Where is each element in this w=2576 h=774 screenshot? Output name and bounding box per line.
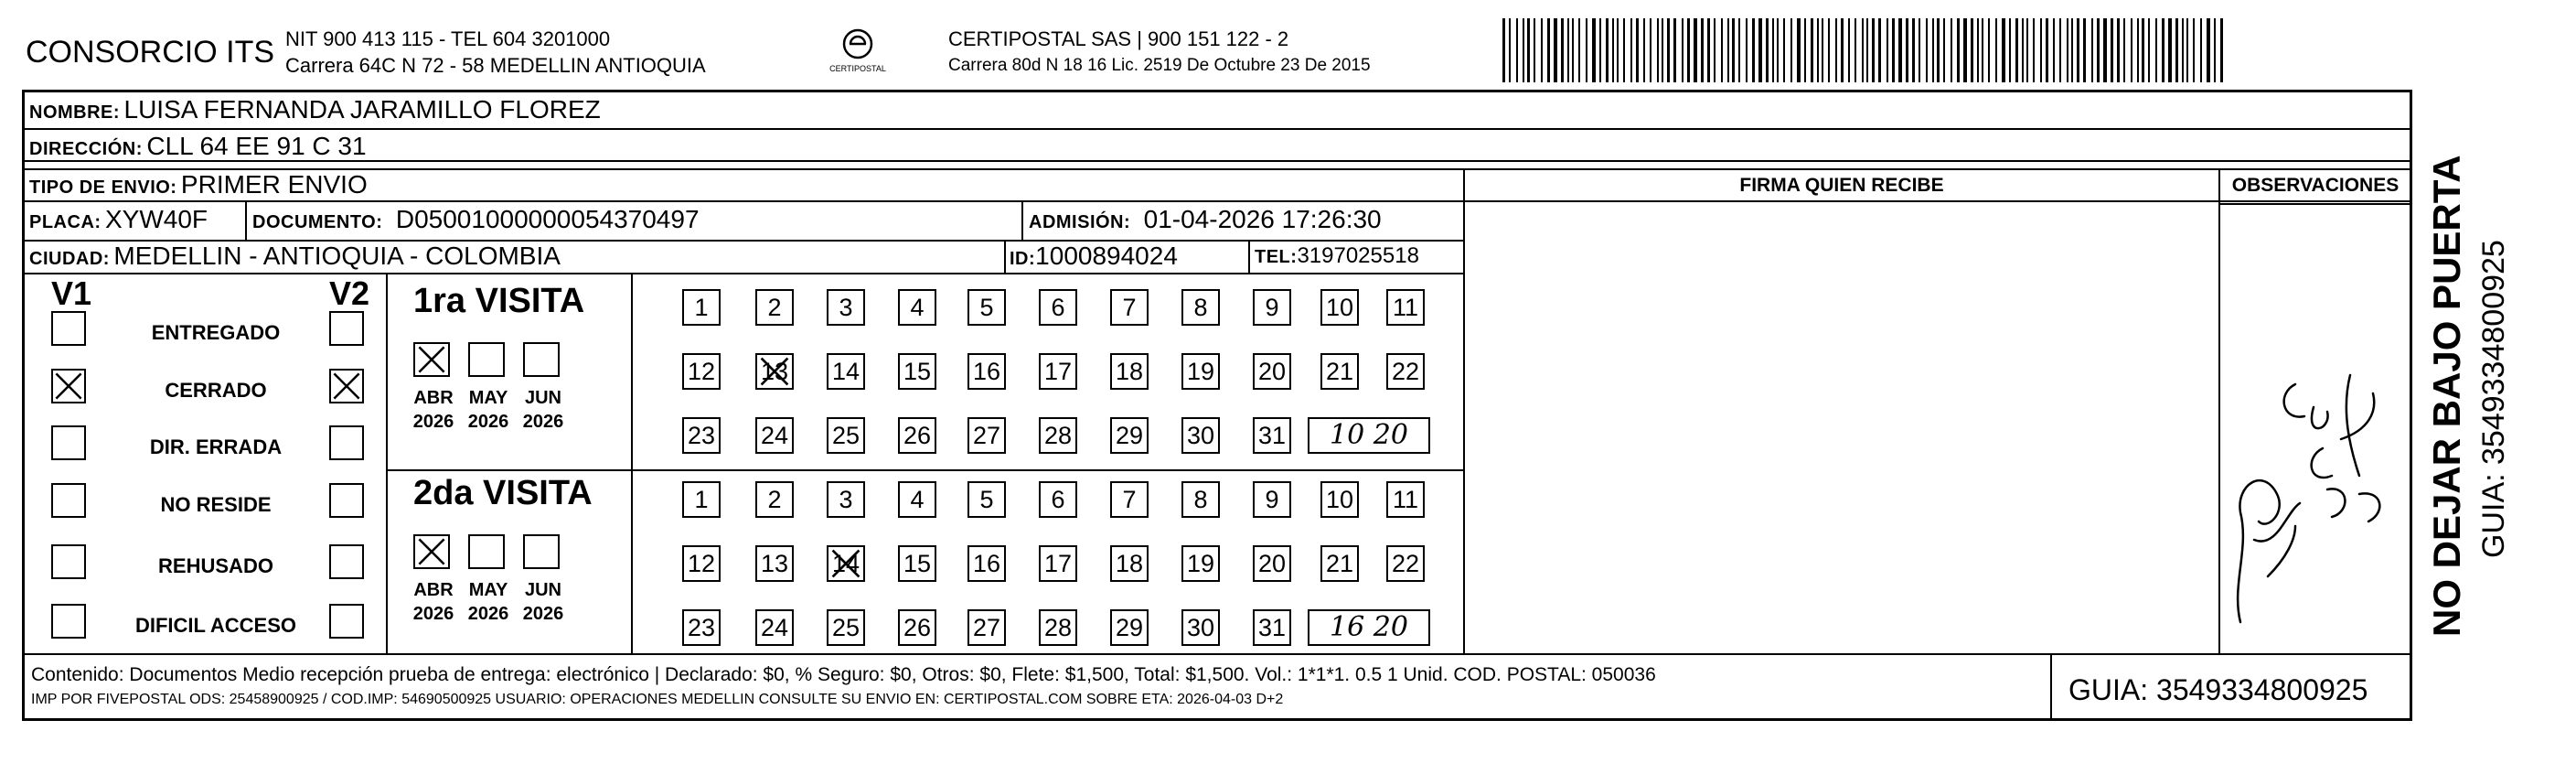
handwritten-signature <box>2213 329 2396 631</box>
handwritten-time: 16 20 <box>1308 609 1430 646</box>
barcode-bar <box>2207 18 2210 82</box>
placa-field <box>29 205 208 234</box>
day-box[interactable]: 24 <box>755 609 794 646</box>
documento-label: DOCUMENTO: <box>252 212 383 232</box>
barcode-bar <box>1828 18 1830 82</box>
ciudad-value: MEDELLIN - ANTIOQUIA - COLOMBIA <box>113 242 561 270</box>
barcode-bar <box>2162 18 2164 82</box>
carrier-info <box>948 26 1371 79</box>
barcode-bar <box>2200 18 2202 82</box>
direccion-row <box>29 132 367 161</box>
barcode-bar <box>1758 18 1762 82</box>
barcode-bar <box>1721 18 1723 82</box>
barcode-bar <box>1623 18 1625 82</box>
barcode-bar <box>1855 18 1856 82</box>
day-box[interactable]: 23 <box>682 609 721 646</box>
day-box[interactable]: 23 <box>682 417 721 454</box>
divider <box>22 168 2412 170</box>
day-box[interactable]: 5 <box>967 481 1006 518</box>
day-box[interactable]: 20 <box>1253 353 1291 390</box>
day-box[interactable]: 3 <box>827 481 865 518</box>
day-box[interactable]: 13 <box>755 545 794 582</box>
barcode-bar <box>1746 18 1748 82</box>
barcode-bar <box>2046 18 2048 82</box>
barcode-bar <box>1630 18 1632 82</box>
month-label <box>461 386 516 434</box>
barcode-bar <box>1822 18 1823 82</box>
month-label <box>516 386 571 434</box>
barcode-bar <box>1578 18 1580 82</box>
barcode-bar <box>1657 18 1659 82</box>
barcode-bar <box>1872 18 1875 82</box>
day-box[interactable]: 3 <box>827 289 865 326</box>
barcode-bar <box>1732 18 1735 82</box>
month-year: 2026 <box>467 604 509 624</box>
month-label <box>461 578 516 626</box>
day-box[interactable]: 26 <box>898 609 936 646</box>
barcode-bar <box>2033 18 2035 82</box>
divider <box>22 128 2412 130</box>
barcode-bar <box>1982 18 1983 82</box>
barcode-bar <box>1707 18 1710 82</box>
tipo-envio-label: TIPO DE ENVIO: <box>29 177 177 198</box>
day-box[interactable]: 14 <box>827 353 865 390</box>
barcode-bar <box>1701 18 1704 82</box>
barcode-bar <box>1687 18 1690 82</box>
barcode-bar <box>2168 18 2172 82</box>
status-label: DIR. ERRADA <box>149 435 283 458</box>
barcode-bar <box>2193 18 2195 82</box>
day-box[interactable]: 27 <box>967 417 1006 454</box>
barcode-bar <box>1586 18 1587 82</box>
certipostal-logo <box>826 26 890 81</box>
day-box[interactable]: 4 <box>898 481 936 518</box>
firma-header: FIRMA QUIEN RECIBE <box>1739 175 1944 196</box>
barcode-bar <box>1790 18 1792 82</box>
barcode-bar <box>2117 18 2120 82</box>
day-box[interactable]: 22 <box>1386 545 1425 582</box>
barcode-bar <box>1599 18 1601 82</box>
month-checkbox[interactable] <box>468 534 505 569</box>
barcode-bar <box>2103 18 2107 82</box>
v1-checkbox[interactable] <box>51 604 86 639</box>
month-checkbox[interactable] <box>523 534 560 569</box>
barcode-bar <box>1817 18 1819 82</box>
status-label: CERRADO <box>165 379 267 402</box>
barcode-bar <box>1547 18 1550 82</box>
documento-value: D05001000000054370497 <box>395 205 700 233</box>
barcode-bar <box>1738 18 1740 82</box>
barcode-bar <box>2040 18 2042 82</box>
tel-field <box>1255 243 1419 269</box>
day-box[interactable]: 10 <box>1320 289 1359 326</box>
month-name: MAY <box>468 580 508 600</box>
day-box[interactable]: 8 <box>1181 289 1220 326</box>
divider <box>2050 653 2052 721</box>
day-box[interactable]: 18 <box>1110 545 1149 582</box>
month-name: MAY <box>468 388 508 408</box>
barcode-bar <box>2053 18 2055 82</box>
v1-header: V1 <box>51 274 92 312</box>
barcode-bar <box>1636 18 1639 82</box>
barcode-bar <box>1662 18 1663 82</box>
day-box[interactable]: 31 <box>1253 417 1291 454</box>
nombre-value: LUISA FERNANDA JARAMILLO FLOREZ <box>123 95 601 124</box>
v1-checkbox[interactable] <box>51 483 86 518</box>
day-check-mark <box>757 355 792 388</box>
day-box[interactable]: 29 <box>1110 417 1149 454</box>
barcode-bar <box>1643 18 1645 82</box>
barcode-bar <box>1673 18 1676 82</box>
day-box[interactable]: 30 <box>1181 417 1220 454</box>
barcode-bar <box>1926 18 1928 82</box>
handwritten-time: 10 20 <box>1308 417 1430 454</box>
day-box[interactable]: 8 <box>1181 481 1220 518</box>
admision-field <box>1029 205 1382 234</box>
barcode-bar <box>1592 18 1596 82</box>
day-box[interactable]: 15 <box>898 545 936 582</box>
month-label <box>406 386 461 434</box>
guia-number: GUIA: 3549334800925 <box>2068 673 2368 706</box>
divider <box>22 653 2412 655</box>
day-box[interactable]: 25 <box>827 417 865 454</box>
barcode-bar <box>1943 18 1945 82</box>
status-label: DIFICIL ACCESO <box>134 614 296 637</box>
day-box[interactable]: 20 <box>1253 545 1291 582</box>
barcode-bar <box>1866 18 1868 82</box>
nombre-label: NOMBRE: <box>29 102 121 123</box>
barcode-bar <box>1797 18 1801 82</box>
barcode-bar <box>2148 18 2150 82</box>
day-box[interactable]: 31 <box>1253 609 1291 646</box>
ciudad-label: CIUDAD: <box>29 249 110 269</box>
day-box[interactable]: 16 <box>967 353 1006 390</box>
month-year: 2026 <box>522 604 564 624</box>
tel-value: 3197025518 <box>1297 243 1419 268</box>
divider <box>631 273 633 653</box>
tipo-envio-value: PRIMER ENVIO <box>180 170 368 199</box>
day-box[interactable]: 22 <box>1386 353 1425 390</box>
divider <box>2218 203 2412 205</box>
day-box[interactable]: 14 <box>827 545 865 582</box>
barcode-bar <box>1727 18 1729 82</box>
nombre-row <box>29 95 601 124</box>
day-box[interactable]: 4 <box>898 289 936 326</box>
day-box[interactable]: 7 <box>1110 481 1149 518</box>
v1-checkbox[interactable] <box>51 544 86 579</box>
barcode-bar <box>2002 18 2005 82</box>
v1-checkbox[interactable] <box>51 425 86 460</box>
month-year: 2026 <box>522 412 564 432</box>
divider <box>1004 240 1006 273</box>
day-box[interactable]: 11 <box>1386 481 1425 518</box>
barcode-bar <box>2059 18 2061 82</box>
barcode-bar <box>1667 18 1670 82</box>
divider <box>1248 240 1250 273</box>
barcode-bar <box>1977 18 1979 82</box>
barcode-bar <box>1878 18 1881 82</box>
barcode <box>1502 18 2230 82</box>
divider <box>1021 200 1023 240</box>
barcode-bar <box>1694 18 1697 82</box>
month-checkbox[interactable] <box>468 342 505 377</box>
day-box[interactable]: 24 <box>755 417 794 454</box>
svg-text:CERTIPOSTAL: CERTIPOSTAL <box>829 64 886 73</box>
month-name: ABR <box>413 580 454 600</box>
day-box[interactable]: 26 <box>898 417 936 454</box>
barcode-bar <box>1777 18 1779 82</box>
tipo-envio-row <box>29 170 368 199</box>
barcode-bar <box>2175 18 2178 82</box>
barcode-bar <box>2083 18 2086 82</box>
divider <box>22 200 2412 202</box>
barcode-bar <box>2131 18 2132 82</box>
month-label <box>406 578 461 626</box>
barcode-bar <box>1772 18 1774 82</box>
day-box[interactable]: 1 <box>682 481 721 518</box>
barcode-bar <box>1971 18 1973 82</box>
barcode-bar <box>1906 18 1908 82</box>
barcode-bar <box>1752 18 1755 82</box>
barcode-bar <box>1912 18 1915 82</box>
barcode-bar <box>1898 18 1902 82</box>
barcode-bar <box>1957 18 1960 82</box>
day-box[interactable]: 19 <box>1181 353 1220 390</box>
v1-checkbox[interactable] <box>51 311 86 346</box>
id-field <box>1010 242 1178 271</box>
barcode-bar <box>1567 18 1569 82</box>
barcode-bar <box>2111 18 2113 82</box>
barcode-bar <box>2137 18 2139 82</box>
month-year: 2026 <box>412 412 454 432</box>
status-label: ENTREGADO <box>151 321 281 344</box>
month-label <box>516 578 571 626</box>
barcode-bar <box>1937 18 1940 82</box>
direccion-label: DIRECCIÓN: <box>29 139 143 159</box>
barcode-bar <box>1516 18 1518 82</box>
day-box[interactable]: 6 <box>1039 481 1077 518</box>
placa-label: PLACA: <box>29 212 102 232</box>
day-box[interactable]: 2 <box>755 481 794 518</box>
barcode-bar <box>2186 18 2188 82</box>
barcode-bar <box>1835 18 1837 82</box>
day-box[interactable]: 17 <box>1039 353 1077 390</box>
barcode-bar <box>1988 18 1990 82</box>
company-info <box>285 26 706 79</box>
tel-label: TEL: <box>1255 247 1298 267</box>
barcode-bar <box>1963 18 1967 82</box>
barcode-bar <box>2022 18 2024 82</box>
barcode-bar <box>2009 18 2011 82</box>
carrier-line-1: CERTIPOSTAL SAS | 900 151 122 - 2 <box>948 27 1289 50</box>
barcode-bar <box>1541 18 1543 82</box>
day-box[interactable]: 21 <box>1320 545 1359 582</box>
day-box[interactable]: 7 <box>1110 289 1149 326</box>
barcode-bar <box>2026 18 2028 82</box>
month-checkbox[interactable] <box>413 342 450 377</box>
address-line: Carrera 64C N 72 - 58 MEDELLIN ANTIOQUIA <box>285 54 706 77</box>
barcode-bar <box>2142 18 2144 82</box>
imp-line: IMP POR FIVEPOSTAL ODS: 25458900925 / COD.IMP: 54690500925 USUARIO: OPERACIONES MEDELLIN CONSULTE SU ENVIO EN: CERTIPOSTAL.COM SOBRE ETA: 2026-04-03 D+2 <box>31 692 1284 707</box>
barcode-bar <box>2123 18 2125 82</box>
company-name: CONSORCIO ITS <box>26 35 275 70</box>
contenido-line: Contenido: Documentos Medio recepción prueba de entrega: electrónico | Declarado: $0, % Seguro: $0, Otros: $0, Flete: $1,500, Total: $1,500. Vol.: 1*1*1. 0.5 1 Unid. COD. POSTAL: 050036 <box>31 664 1656 685</box>
carrier-line-2: Carrera 80d N 18 16 Lic. 2519 De Octubre 23 De 2015 <box>948 56 1371 75</box>
barcode-bar <box>1612 18 1614 82</box>
month-checkbox[interactable] <box>523 342 560 377</box>
barcode-bar <box>1650 18 1651 82</box>
barcode-bar <box>1862 18 1864 82</box>
barcode-bar <box>1572 18 1574 82</box>
nit-line: NIT 900 413 115 - TEL 604 3201000 <box>285 27 611 50</box>
day-box[interactable]: 1 <box>682 289 721 326</box>
barcode-bar <box>1995 18 1997 82</box>
barcode-bar <box>1932 18 1934 82</box>
barcode-bar <box>1527 18 1530 82</box>
barcode-bar <box>1766 18 1769 82</box>
barcode-bar <box>1892 18 1895 82</box>
day-box[interactable]: 12 <box>682 545 721 582</box>
barcode-bar <box>2091 18 2093 82</box>
visit-2-title: 2da VISITA <box>413 474 593 512</box>
admision-value: 01-04-2026 17:26:30 <box>1143 205 1382 233</box>
barcode-bar <box>1606 18 1609 82</box>
barcode-bar <box>1617 18 1619 82</box>
day-box[interactable]: 12 <box>682 353 721 390</box>
barcode-bar <box>1887 18 1888 82</box>
barcode-bar <box>2097 18 2100 82</box>
day-box[interactable]: 15 <box>898 353 936 390</box>
barcode-bar <box>1783 18 1785 82</box>
admision-label: ADMISIÓN: <box>1029 212 1131 232</box>
day-box[interactable]: 19 <box>1181 545 1220 582</box>
barcode-bar <box>1919 18 1920 82</box>
no-dejar-notice: NO DEJAR BAJO PUERTA <box>2425 155 2468 637</box>
day-box[interactable]: 21 <box>1320 353 1359 390</box>
placa-value: XYW40F <box>105 205 208 233</box>
barcode-bar <box>1534 18 1535 82</box>
month-name: ABR <box>413 388 454 408</box>
day-box[interactable]: 18 <box>1110 353 1149 390</box>
day-box[interactable]: 9 <box>1253 481 1291 518</box>
direccion-value: CLL 64 EE 91 C 31 <box>146 132 367 160</box>
day-box[interactable]: 28 <box>1039 417 1077 454</box>
barcode-bar <box>1714 18 1716 82</box>
barcode-bar <box>1804 18 1806 82</box>
barcode-bar <box>1523 18 1524 82</box>
barcode-bar <box>1841 18 1844 82</box>
day-box[interactable]: 13 <box>755 353 794 390</box>
day-box[interactable]: 10 <box>1320 481 1359 518</box>
day-box[interactable]: 17 <box>1039 545 1077 582</box>
v1-checkbox[interactable] <box>51 369 86 403</box>
day-box[interactable]: 9 <box>1253 289 1291 326</box>
day-box[interactable]: 5 <box>967 289 1006 326</box>
documento-field <box>252 205 700 234</box>
day-box[interactable]: 27 <box>967 609 1006 646</box>
barcode-bar <box>1554 18 1557 82</box>
month-year: 2026 <box>467 412 509 432</box>
day-box[interactable]: 2 <box>755 289 794 326</box>
barcode-bar <box>2220 18 2223 82</box>
divider <box>1463 168 1465 653</box>
divider <box>22 273 1463 274</box>
barcode-bar <box>2071 18 2073 82</box>
day-box[interactable]: 30 <box>1181 609 1220 646</box>
barcode-bar <box>2214 18 2216 82</box>
divider <box>386 273 388 653</box>
v2-header: V2 <box>329 274 370 312</box>
barcode-bar <box>1502 18 1505 82</box>
barcode-bar <box>1509 18 1511 82</box>
divider <box>22 160 2412 162</box>
id-label: ID: <box>1010 249 1036 269</box>
ciudad-field <box>29 242 561 271</box>
barcode-bar <box>2155 18 2157 82</box>
barcode-bar <box>1848 18 1850 82</box>
barcode-bar <box>2182 18 2184 82</box>
barcode-bar <box>1561 18 1564 82</box>
barcode-bar <box>1951 18 1952 82</box>
day-box[interactable]: 25 <box>827 609 865 646</box>
day-box[interactable]: 29 <box>1110 609 1149 646</box>
status-label: NO RESIDE <box>160 493 272 516</box>
guia-vertical: GUIA: 3549334800925 <box>2476 240 2511 558</box>
status-label: REHUSADO <box>158 554 273 577</box>
barcode-bar <box>2067 18 2068 82</box>
month-checkbox[interactable] <box>413 534 450 569</box>
id-value: 1000894024 <box>1035 242 1178 270</box>
divider <box>245 200 247 240</box>
barcode-bar <box>1811 18 1813 82</box>
barcode-bar <box>1682 18 1683 82</box>
day-box[interactable]: 16 <box>967 545 1006 582</box>
day-box[interactable]: 6 <box>1039 289 1077 326</box>
barcode-bar <box>2077 18 2079 82</box>
observaciones-header: OBSERVACIONES <box>2231 175 2400 196</box>
month-year: 2026 <box>412 604 454 624</box>
day-box[interactable]: 28 <box>1039 609 1077 646</box>
visit-1-title: 1ra VISITA <box>413 282 585 320</box>
month-name: JUN <box>524 580 561 600</box>
barcode-bar <box>2015 18 2018 82</box>
day-box[interactable]: 11 <box>1386 289 1425 326</box>
month-name: JUN <box>524 388 561 408</box>
divider <box>386 469 1463 471</box>
day-check-mark <box>828 547 863 580</box>
